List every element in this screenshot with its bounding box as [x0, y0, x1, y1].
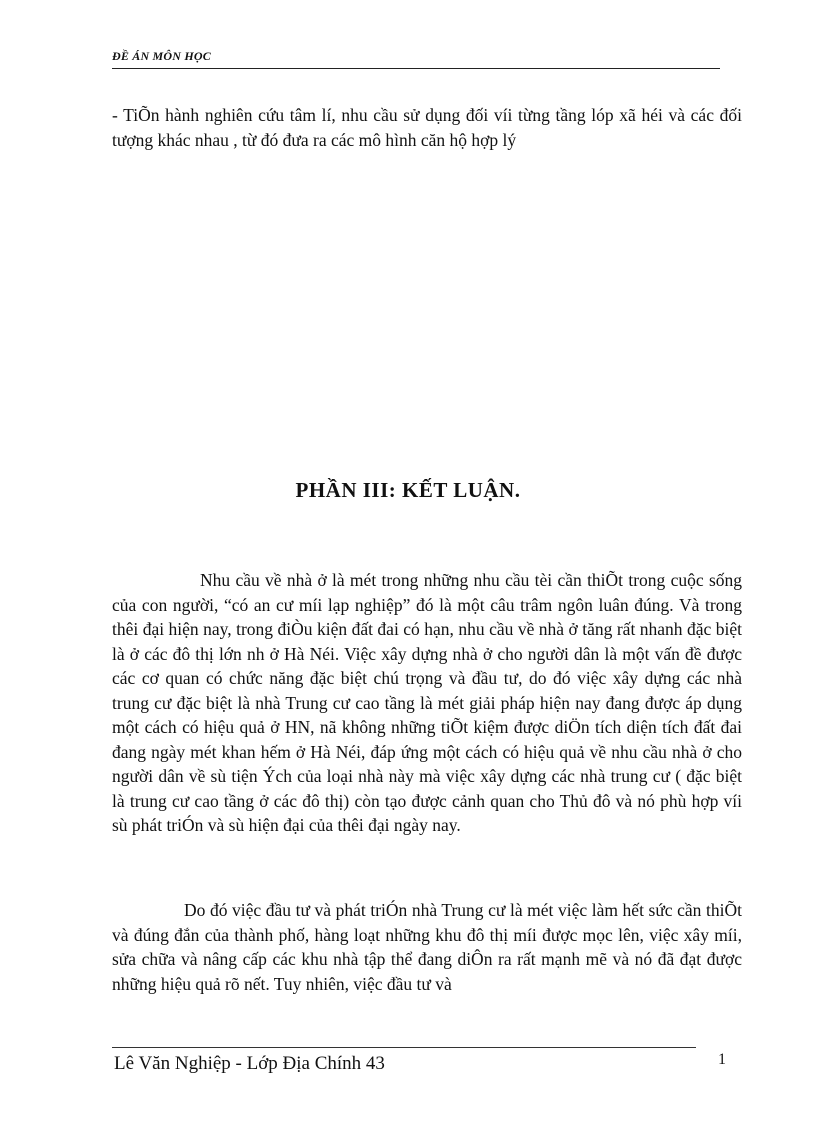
page-header — [112, 48, 720, 69]
header-title: ĐỀ ÁN MÔN HỌC — [112, 49, 211, 63]
footer-rule — [112, 1047, 696, 1048]
body-paragraph-2 — [112, 898, 742, 996]
intro-paragraph: - TiÕn hành nghiên cứu tâm lí, nhu cầu sử dụng đối víi từng tầng lóp xã héi và các đối tượng khác nhau , từ đó đưa ra các mô hình căn hộ hợp lý — [112, 105, 742, 150]
body-paragraph-1-text: Nhu cầu về nhà ở là mét trong những nhu cầu tèi cần thiÕt trong cuộc sống của con người, “có an cư míi lạp nghiệp” đó là một câu trâm ngôn luân đúng. Và trong thêi đại hiện nay, trong điÒu kiện đất đai có hạn, nhu cầu về nhà ở tăng rất nhanh đặc biệt là ở các đô thị lớn nh ở Hà Néi. Việc xây dựng nhà ở cho người dân là một vấn đề được các cơ quan có chức năng đặc biệt chú trọng và đầu tư, do đó việc xây dựng các nhà trung cư đặc biệt là nhà Trung cư cao tầng là mét giải pháp hiện nay đang được áp dụng một cách có hiệu quả ở HN, nã không những tiÕt kiệm được diÖn tích diện tích đất đai đang ngày mét khan hếm ở Hà Néi, đáp ứng một cách có hiệu quả về nhu cầu nhà ở cho người dân về sù tiện Ých của loại nhà này mà việc xây dựng các nhà trung cư ( đặc biệt là trung cư cao tầng ở các đô thị) còn tạo được cảnh quan cho Thủ đô và nó phù hợp víi sù phát triÓn và sù hiện đại của thêi đại ngày nay. — [112, 570, 742, 835]
section-title: PHẦN III: KẾT LUẬN. — [295, 478, 521, 502]
footer-author: Lê Văn Nghiệp - Lớp Địa Chính 43 — [114, 1053, 385, 1074]
body-paragraph-1 — [112, 568, 742, 838]
page-number: 1 — [718, 1051, 726, 1068]
body-paragraph-2-text: Do đó việc đầu tư và phát triÓn nhà Trung cư là mét việc làm hết sức cần thiÕt và đúng đắn của thành phố, hàng loạt những khu đô thị míi được mọc lên, việc xây míi, sửa chữa và nâng cấp các khu nhà tập thể đang diÔn ra rất mạnh mẽ và nó đã đạt được những hiệu quả rõ nết. Tuy nhiên, việc đầu tư và — [112, 900, 742, 994]
